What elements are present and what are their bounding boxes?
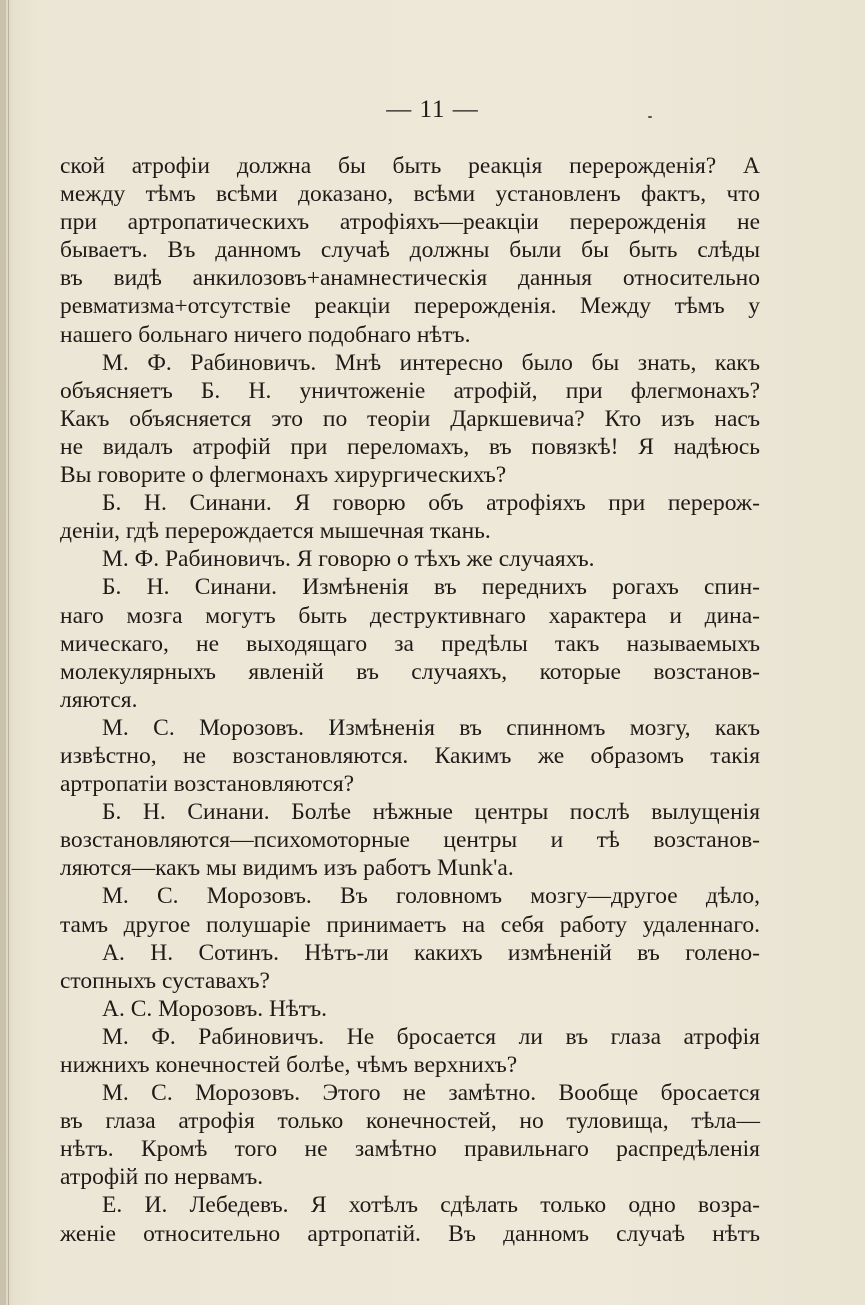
text-line: Вы говорите о флегмонахъ хирургическихъ?	[60, 462, 507, 489]
text-line: Какъ объясняется это по теоріи Даркшевича? Кто изъ насъ	[60, 405, 760, 432]
ink-speck	[648, 116, 652, 118]
text-line: Б. Н. Синани. Измѣненія въ переднихъ рогахъ спин-	[102, 574, 760, 601]
text-line: стопныхъ суставахъ?	[60, 967, 270, 994]
text-line: въ видѣ анкилозовъ+анамнестическія данныя относительно	[60, 265, 760, 292]
text-line: женіе относительно артропатій. Въ данномъ случаѣ нѣтъ	[60, 1220, 760, 1247]
body-text	[60, 152, 760, 1248]
text-line: артропатіи возстановляются?	[60, 771, 355, 798]
text-line: Б. Н. Синани. Болѣе нѣжные центры послѣ вылущенія	[102, 799, 760, 826]
text-line: при артропатическихъ атрофіяхъ—реакціи перерожденія не	[60, 209, 760, 236]
text-line: А. С. Морозовъ. Нѣтъ.	[102, 995, 328, 1022]
text-line: нижнихъ конечностей болѣе, чѣмъ верхнихъ?	[60, 1052, 518, 1078]
text-line: между тѣмъ всѣми доказано, всѣми установленъ фактъ, что	[60, 181, 760, 208]
text-line: М. Ф. Рабиновичъ. Я говорю о тѣхъ же случаяхъ.	[102, 546, 595, 573]
text-line: М. Ф. Рабиновичъ. Мнѣ интересно было бы знать, какъ	[102, 349, 760, 376]
text-line: А. Н. Сотинъ. Нѣтъ-ли какихъ измѣненій въ голено-	[102, 939, 760, 966]
text-line: тамъ другое полушаріе принимаетъ на себя работу удаленнаго.	[60, 911, 760, 938]
text-line: атрофій по нервамъ.	[60, 1164, 264, 1191]
text-line: возстановляются—психомоторные центры и тѣ возстанов-	[60, 827, 760, 854]
text-line: наго мозга могутъ быть деструктивнаго характера и дина-	[60, 602, 760, 629]
text-line: деніи, гдѣ перерождается мышечная ткань.	[60, 518, 491, 545]
text-line: извѣстно, не возстановляются. Какимъ же образомъ такія	[60, 742, 760, 769]
text-line: М. С. Морозовъ. Этого не замѣтно. Вообще бросается	[102, 1080, 760, 1107]
text-line: мическаго, не выходящаго за предѣлы такъ называемыхъ	[60, 630, 760, 657]
text-line: не видалъ атрофій при переломахъ, въ повязкѣ! Я надѣюсь	[60, 433, 760, 460]
text-line: молекулярныхъ явленій въ случаяхъ, которые возстанов-	[60, 658, 760, 685]
text-line: ревматизма+отсутствіе реакціи перерожденія. Между тѣмъ у	[60, 293, 760, 320]
text-line: ской атрофіи должна бы быть реакція перерожденія? А	[60, 153, 760, 179]
text-line: ляются.	[60, 686, 138, 713]
page-edge	[0, 0, 6, 1305]
page-number: — 11 —	[386, 96, 479, 123]
text-line: въ глаза атрофія только конечностей, но туловища, тѣла—	[60, 1108, 760, 1135]
text-line: Е. И. Лебедевъ. Я хотѣлъ сдѣлать только одно возра-	[102, 1192, 760, 1219]
binding-line	[8, 0, 9, 1305]
text-line: объясняетъ Б. Н. уничтоженіе атрофій, при флегмонахъ?	[60, 377, 760, 404]
text-line: нѣтъ. Кромѣ того не замѣтно правильнаго распредѣленія	[60, 1136, 760, 1163]
text-line: М. С. Морозовъ. Въ головномъ мозгу—другое дѣло,	[102, 883, 760, 910]
text-line: бываетъ. Въ данномъ случаѣ должны были бы быть слѣды	[60, 237, 760, 264]
text-line: М. С. Морозовъ. Измѣненія въ спинномъ мозгу, какъ	[102, 714, 760, 741]
text-line: нашего больнаго ничего подобнаго нѣтъ.	[60, 321, 471, 348]
text-line: Б. Н. Синани. Я говорю объ атрофіяхъ при перерож-	[102, 490, 760, 517]
text-line: М. Ф. Рабиновичъ. Не бросается ли въ глаза атрофія	[102, 1023, 760, 1050]
text-line: ляются—какъ мы видимъ изъ работъ Munk'a.	[60, 855, 514, 882]
